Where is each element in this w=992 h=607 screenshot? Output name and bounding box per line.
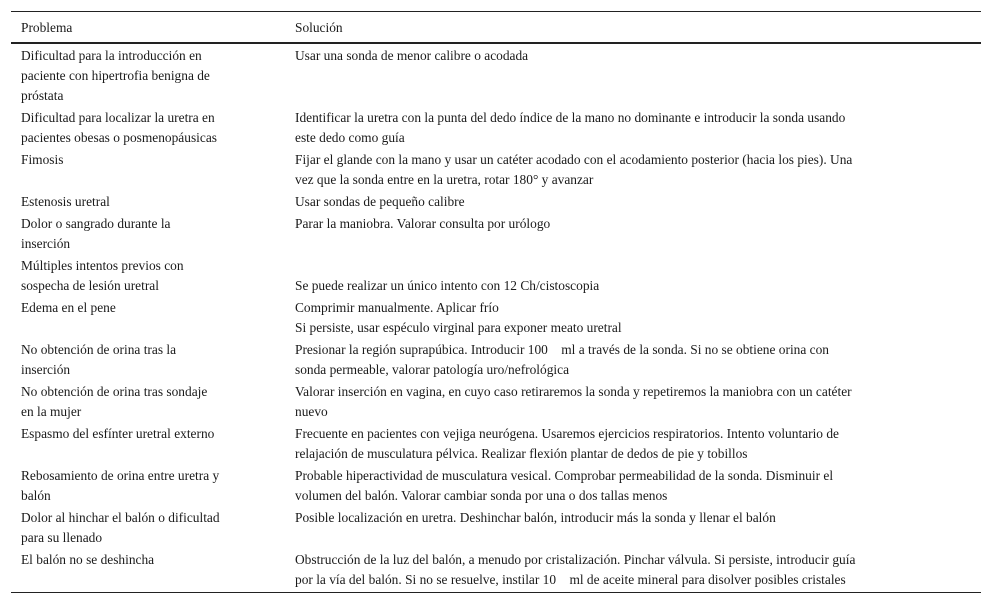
solution-cell: [285, 423, 981, 465]
problem-text-line: pacientes obesas o posmenopáusicas: [21, 130, 217, 145]
problem-text-line: paciente con hipertrofia benigna de: [21, 68, 210, 83]
table-container: [11, 11, 981, 593]
problem-text-line: para su llenado: [21, 530, 103, 545]
problem-text-line: El balón no se deshincha: [21, 552, 155, 567]
solution-cell: [285, 507, 981, 549]
table-row: [11, 297, 981, 339]
solution-cell: [285, 149, 981, 191]
problem-cell: [11, 191, 285, 213]
problem-text-line: Fimosis: [21, 152, 64, 167]
solution-cell: [285, 255, 981, 297]
problem-text-line: Múltiples intentos previos con: [21, 258, 184, 273]
table-row: [11, 43, 981, 107]
problem-cell: [11, 255, 285, 297]
problem-cell: [11, 339, 285, 381]
solution-text-line: Fijar el glande con la mano y usar un catéter acodado con el acodamiento posterior (hacia los pies). Una: [295, 152, 853, 167]
solution-text-line: este dedo como guía: [295, 130, 405, 145]
problem-cell: [11, 213, 285, 255]
problem-cell: [11, 149, 285, 191]
problem-text-line: No obtención de orina tras sondaje: [21, 384, 208, 399]
solution-text-line: relajación de musculatura pélvica. Realizar flexión plantar de dedos de pie y tobillos: [295, 446, 748, 461]
solution-cell: [285, 381, 981, 423]
problem-text-line: Espasmo del esfínter uretral externo: [21, 426, 215, 441]
solution-cell: [285, 549, 981, 593]
problem-cell: [11, 423, 285, 465]
problem-text-line: en la mujer: [21, 404, 82, 419]
table-row: [11, 507, 981, 549]
solution-text-line: Posible localización en uretra. Deshinchar balón, introducir más la sonda y llenar el balón: [295, 510, 776, 525]
solution-cell: [285, 191, 981, 213]
problem-text-line: Dolor o sangrado durante la: [21, 216, 171, 231]
header-row: [11, 12, 981, 44]
problem-cell: [11, 43, 285, 107]
problem-cell: [11, 297, 285, 339]
solution-text-line: Probable hiperactividad de musculatura vesical. Comprobar permeabilidad de la sonda. Disminuir el: [295, 468, 834, 483]
table-body: [11, 43, 981, 593]
problem-text-line: balón: [21, 488, 51, 503]
solution-cell: [285, 213, 981, 255]
table-row: [11, 339, 981, 381]
header-problema: Problema: [11, 12, 285, 44]
solution-cell: [285, 465, 981, 507]
problem-text-line: Dolor al hinchar el balón o dificultad: [21, 510, 220, 525]
solution-text-line: nuevo: [295, 404, 328, 419]
solution-cell: [285, 297, 981, 339]
problems-solutions-table: [11, 11, 981, 593]
problem-text-line: sospecha de lesión uretral: [21, 278, 159, 293]
header-solucion: Solución: [285, 12, 981, 44]
table-row: [11, 465, 981, 507]
problem-text-line: inserción: [21, 362, 71, 377]
solution-text-line: sonda permeable, valorar patología uro/nefrológica: [295, 362, 570, 377]
solution-text-line: Comprimir manualmente. Aplicar frío: [295, 300, 499, 315]
problem-cell: [11, 507, 285, 549]
solution-text-line: [295, 256, 971, 276]
problem-text-line: Dificultad para localizar la uretra en: [21, 110, 215, 125]
solution-text-line: Si persiste, usar espéculo virginal para exponer meato uretral: [295, 320, 622, 335]
solution-cell: [285, 107, 981, 149]
problem-text-line: Rebosamiento de orina entre uretra y: [21, 468, 220, 483]
problem-text-line: Edema en el pene: [21, 300, 116, 315]
solution-text-line: Frecuente en pacientes con vejiga neurógena. Usaremos ejercicios respiratorios. Intento voluntario de: [295, 426, 839, 441]
problem-cell: [11, 381, 285, 423]
problem-cell: [11, 465, 285, 507]
solution-text-line: vez que la sonda entre en la uretra, rotar 180° y avanzar: [295, 172, 594, 187]
problem-text-line: próstata: [21, 88, 64, 103]
problem-cell: [11, 107, 285, 149]
solution-text-line: por la vía del balón. Si no se resuelve, instilar 10 ml de aceite mineral para disolver posibles cristales: [295, 572, 846, 587]
solution-cell: [285, 339, 981, 381]
solution-cell: [285, 43, 981, 107]
table-row: [11, 107, 981, 149]
solution-text-line: Parar la maniobra. Valorar consulta por urólogo: [295, 216, 551, 231]
table-row: [11, 423, 981, 465]
table-header: [11, 12, 981, 44]
solution-text-line: Usar una sonda de menor calibre o acodada: [295, 48, 529, 63]
table-row: [11, 255, 981, 297]
problem-text-line: Dificultad para la introducción en: [21, 48, 202, 63]
problem-text-line: inserción: [21, 236, 71, 251]
solution-text-line: Se puede realizar un único intento con 12 Ch/cistoscopia: [295, 278, 600, 293]
solution-text-line: Valorar inserción en vagina, en cuyo caso retiraremos la sonda y repetiremos la maniobra con un catéter: [295, 384, 852, 399]
problem-text-line: No obtención de orina tras la: [21, 342, 177, 357]
solution-text-line: Usar sondas de pequeño calibre: [295, 194, 465, 209]
table-row: [11, 213, 981, 255]
solution-text-line: Presionar la región suprapúbica. Introducir 100 ml a través de la sonda. Si no se obtiene orina con: [295, 342, 829, 357]
solution-text-line: Obstrucción de la luz del balón, a menudo por cristalización. Pinchar válvula. Si persiste, introducir guía: [295, 552, 856, 567]
table-row: [11, 191, 981, 213]
problem-cell: [11, 549, 285, 593]
solution-text-line: Identificar la uretra con la punta del dedo índice de la mano no dominante e introducir la sonda usando: [295, 110, 846, 125]
solution-text-line: volumen del balón. Valorar cambiar sonda por una o dos tallas menos: [295, 488, 668, 503]
table-row: [11, 549, 981, 593]
table-row: [11, 149, 981, 191]
problem-text-line: Estenosis uretral: [21, 194, 110, 209]
table-row: [11, 381, 981, 423]
